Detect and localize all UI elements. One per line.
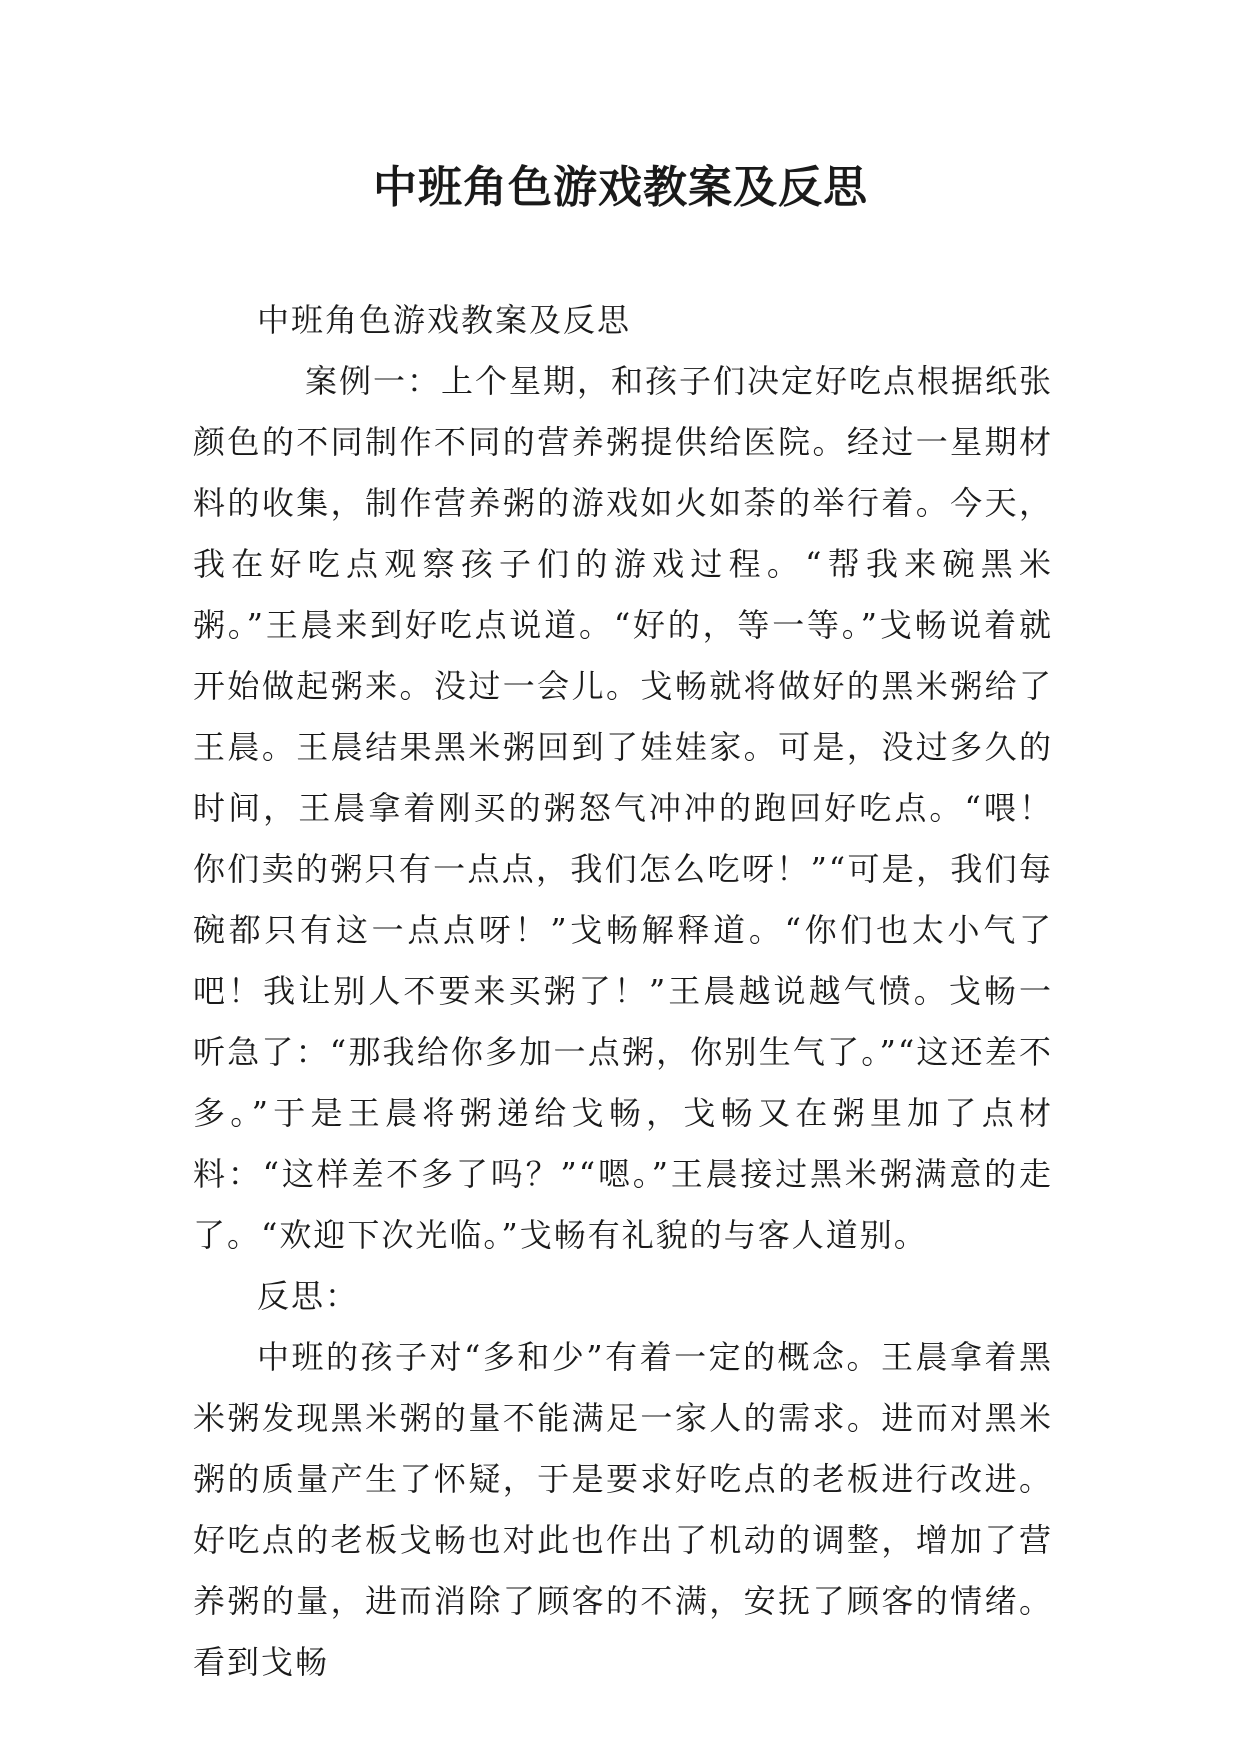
document-body <box>193 290 1053 1693</box>
paragraph-reflection: 中班的孩子对“多和少”有着一定的概念。王晨拿着黑米粥发现黑米粥的量不能满足一家人的需求。进而对黑米粥的质量产生了怀疑，于是要求好吃点的老板进行改进。好吃点的老板戈畅也对此也作出了机动的调整，增加了营养粥的量，进而消除了顾客的不满，安抚了顾客的情绪。看到戈畅 <box>193 1338 1053 1681</box>
page-title: 中班角色游戏教案及反思 <box>373 162 868 213</box>
paragraph-reflection-heading: 反思： <box>257 1277 360 1315</box>
paragraph-case-one: 案例一：上个星期，和孩子们决定好吃点根据纸张颜色的不同制作不同的营养粥提供给医院。经过一星期材料的收集，制作营养粥的游戏如火如荼的举行着。今天，我在好吃点观察孩子们的游戏过程。“帮我来碗黑米粥。”王晨来到好吃点说道。“好的，等一等。”戈畅说着就开始做起粥来。没过一会儿。戈畅就将做好的黑米粥给了王晨。王晨结果黑米粥回到了娃娃家。可是，没过多久的时间，王晨拿着刚买的粥怒气冲冲的跑回好吃点。“喂！你们卖的粥只有一点点，我们怎么吃呀！”“可是，我们每碗都只有这一点点呀！”戈畅解释道。“你们也太小气了吧！我让别人不要来买粥了！”王晨越说越气愤。戈畅一听急了：“那我给你多加一点粥，你别生气了。”“这还差不多。”于是王晨将粥递给戈畅，戈畅又在粥里加了点材料：“这样差不多了吗？”“嗯。”王晨接过黑米粥满意的走了。“欢迎下次光临。”戈畅有礼貌的与客人道别。 <box>193 362 1054 1254</box>
document-subtitle: 中班角色游戏教案及反思 <box>257 301 632 339</box>
